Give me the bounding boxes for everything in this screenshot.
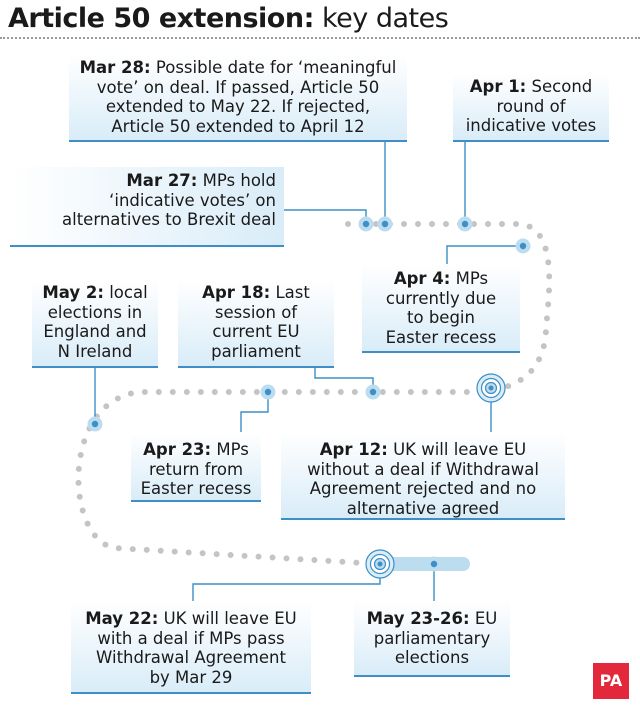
event-text: alternatives to Brexit deal (62, 210, 276, 229)
event-text: Withdrawal Agreement (96, 648, 286, 667)
connector-may22 (193, 564, 380, 601)
event-text: round of (496, 96, 566, 116)
event-line (178, 342, 334, 362)
event-line (69, 97, 407, 117)
event-line (362, 269, 520, 289)
event-text: parliamentary (373, 628, 491, 648)
event-line (362, 289, 520, 309)
event-text: local (109, 283, 148, 302)
event-text: England and (43, 322, 147, 341)
event-line (178, 303, 334, 323)
event-line (32, 283, 158, 303)
event-text: Possible date for ‘meaningful (155, 58, 397, 77)
event-line (453, 97, 609, 117)
event-text: Second (531, 77, 593, 96)
event-text: UK will leave EU (393, 440, 527, 459)
event-text: elections (394, 648, 470, 667)
event-text: alternative agreed (346, 498, 500, 518)
event-line (71, 629, 311, 649)
event-box-mar27 (10, 167, 284, 247)
event-line (281, 440, 565, 460)
event-text: current EU (212, 322, 300, 341)
event-line (69, 58, 407, 78)
marker-may2326 (431, 561, 437, 567)
event-line (362, 308, 520, 328)
event-line (10, 210, 276, 230)
event-line (281, 460, 565, 480)
event-line (354, 648, 510, 668)
event-text: with a deal if MPs pass (97, 628, 285, 648)
marker-apr18 (370, 389, 376, 395)
event-text: MPs hold (202, 171, 276, 190)
event-text: Last (275, 283, 310, 302)
event-box-apr18 (178, 280, 334, 368)
event-line (69, 117, 407, 137)
event-date: Apr 23: (143, 440, 212, 459)
event-line (10, 191, 276, 211)
marker-apr1 (462, 221, 468, 227)
event-line (354, 609, 510, 629)
event-line (71, 648, 311, 668)
title-rest: key dates (321, 3, 449, 34)
event-line (281, 499, 565, 519)
event-text: Article 50 extended to April 12 (111, 116, 365, 136)
event-date: Apr 12: (319, 440, 388, 459)
event-line (178, 283, 334, 303)
event-line (281, 479, 565, 499)
event-box-may2326 (354, 601, 510, 677)
marker-mar27 (363, 221, 369, 227)
event-box-apr4 (362, 264, 520, 353)
event-line (32, 322, 158, 342)
marker-may22 (378, 562, 383, 567)
marker-apr23 (265, 389, 271, 395)
connector-apr18 (315, 368, 373, 392)
event-line (32, 342, 158, 362)
event-date: Apr 4: (393, 269, 451, 288)
event-text: to begin (407, 308, 475, 327)
event-line (71, 609, 311, 629)
event-text: ‘indicative votes’ on (109, 190, 276, 210)
event-text: by Mar 29 (149, 667, 233, 687)
event-date: May 23-26: (366, 609, 470, 628)
event-text: elections in (47, 302, 143, 322)
marker-may2 (92, 421, 98, 427)
event-text: UK will leave EU (163, 609, 297, 628)
connector-mar27 (284, 210, 366, 224)
event-line (453, 116, 609, 136)
event-text: extended to May 22. If rejected, (105, 97, 371, 116)
event-text: vote’ on deal. If passed, Article 50 (96, 77, 380, 97)
event-line (32, 303, 158, 323)
event-line (10, 171, 276, 191)
event-text: return from (148, 459, 244, 479)
event-text: indicative votes (465, 116, 597, 135)
event-date: Mar 28: (79, 58, 151, 77)
event-line (131, 460, 261, 480)
event-line (71, 668, 311, 688)
event-box-mar28 (69, 54, 407, 142)
event-text: currently due (385, 288, 497, 308)
event-text: Agreement rejected and no (309, 479, 537, 498)
event-text: MPs (455, 269, 489, 288)
event-text: parliament (211, 341, 301, 361)
event-line (354, 629, 510, 649)
event-text: without a deal if Withdrawal (307, 459, 539, 479)
event-box-apr1 (453, 73, 609, 142)
event-text: MPs (216, 440, 249, 459)
event-box-may22 (71, 601, 311, 694)
connector-apr4 (447, 246, 523, 264)
event-line (131, 479, 261, 499)
title-bold: Article 50 extension: (8, 3, 314, 34)
marker-apr4 (520, 243, 526, 249)
event-date: Apr 18: (202, 283, 271, 302)
event-text: Easter recess (140, 479, 252, 498)
marker-mar28 (382, 221, 388, 227)
event-text: EU (474, 609, 498, 628)
event-box-apr12 (281, 432, 565, 520)
event-line (69, 78, 407, 98)
event-date: Apr 1: (469, 77, 527, 96)
event-box-may2 (32, 280, 158, 368)
event-line (453, 77, 609, 97)
event-text: N Ireland (57, 341, 133, 361)
marker-apr12 (489, 386, 494, 391)
event-text: Easter recess (385, 327, 497, 347)
event-text: session of (214, 302, 298, 322)
event-date: Mar 27: (126, 171, 198, 190)
event-line (131, 440, 261, 460)
event-line (178, 322, 334, 342)
event-date: May 22: (85, 609, 159, 628)
event-line (362, 328, 520, 348)
event-date: May 2: (42, 283, 104, 302)
pa-logo: PA (593, 663, 629, 699)
event-box-apr23 (131, 432, 261, 502)
